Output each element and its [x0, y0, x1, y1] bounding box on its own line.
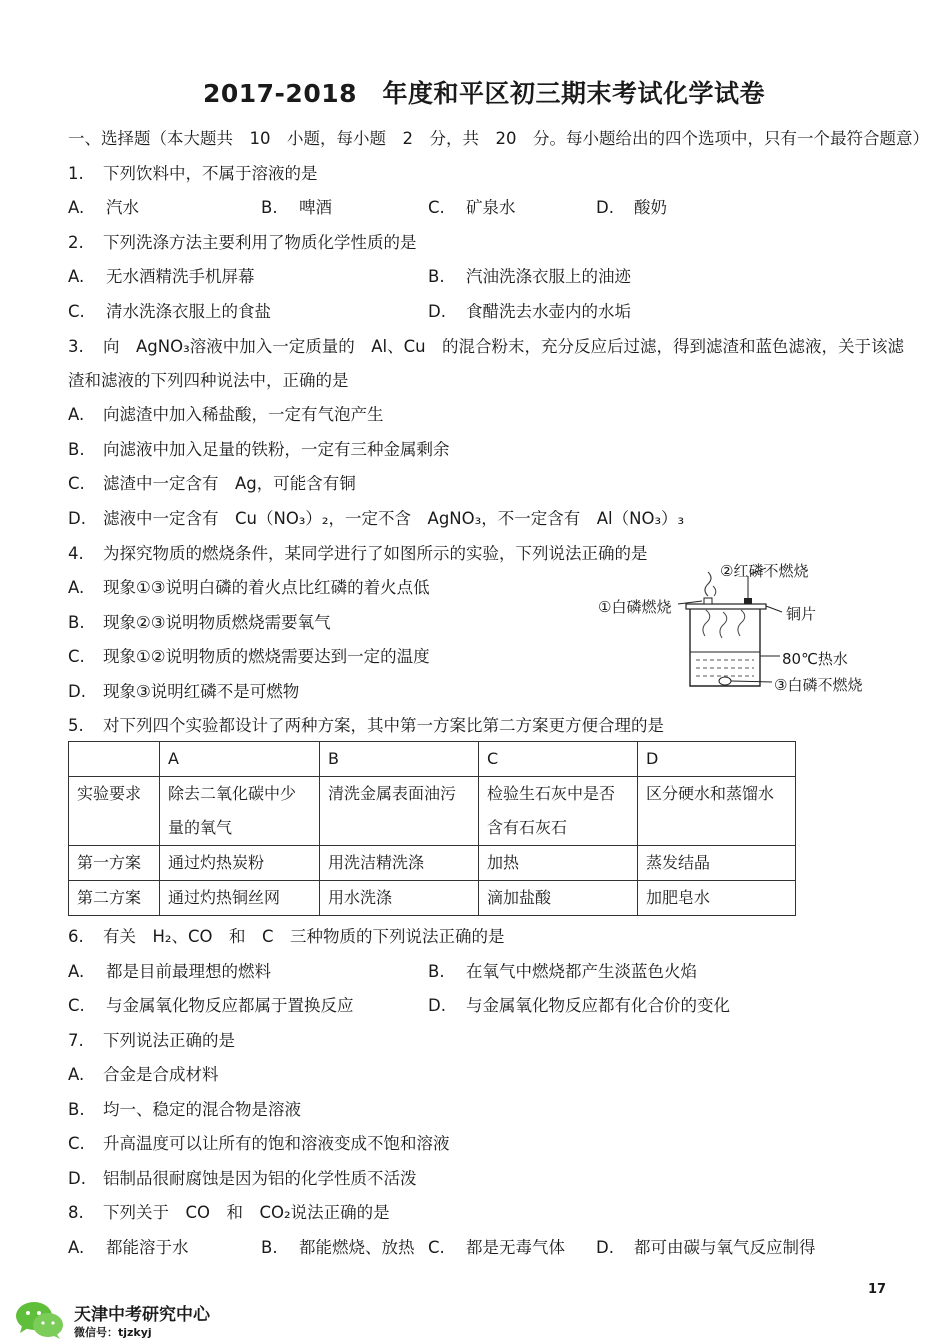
table-cell: 通过灼热炭粉	[160, 846, 320, 881]
q6-option-b: B. 在氧气中燃烧都产生淡蓝色火焰	[428, 962, 697, 981]
q8-option-c: C. 都是无毒气体	[428, 1238, 565, 1257]
table-row	[69, 846, 796, 881]
q1-option-b: B. 啤酒	[261, 198, 332, 217]
page-number: 17	[868, 1282, 887, 1297]
q7-option-a: A. 合金是合成材料	[68, 1065, 219, 1084]
q5-table	[68, 741, 796, 916]
table-cell: 检验生石灰中是否 含有石灰石	[479, 777, 638, 846]
figure-label-white-phosphorus-no-burn: ③白磷不燃烧	[774, 676, 863, 694]
q1-option-d: D. 酸奶	[596, 198, 667, 217]
q8-option-d: D. 都可由碳与氧气反应制得	[596, 1238, 816, 1257]
table-header-row	[69, 742, 796, 777]
q1-stem: 1. 下列饮料中，不属于溶液的是	[68, 164, 318, 183]
q8-option-b: B. 都能燃烧、放热	[261, 1238, 415, 1257]
q2-option-d: D. 食醋洗去水壶内的水垢	[428, 302, 631, 321]
table-cell	[69, 742, 160, 777]
table-row	[69, 777, 796, 846]
q3-stem-cont: 渣和滤液的下列四种说法中，正确的是	[68, 371, 349, 390]
q4-option-b: B. 现象②③说明物质燃烧需要氧气	[68, 613, 331, 632]
q6-stem: 6. 有关 H₂、CO 和 C 三种物质的下列说法正确的是	[68, 927, 505, 946]
table-cell: 第一方案	[69, 846, 160, 881]
q7-option-d: D. 铝制品很耐腐蚀是因为铝的化学性质不活泼	[68, 1169, 417, 1188]
q4-option-c: C. 现象①②说明物质的燃烧需要达到一定的温度	[68, 647, 430, 666]
q2-stem: 2. 下列洗涤方法主要利用了物质化学性质的是	[68, 233, 417, 252]
q8-stem: 8. 下列关于 CO 和 CO₂说法正确的是	[68, 1203, 390, 1222]
q4-stem: 4. 为探究物质的燃烧条件，某同学进行了如图所示的实验，下列说法正确的是	[68, 544, 648, 563]
table-cell: 第二方案	[69, 881, 160, 916]
table-cell: 加肥皂水	[638, 881, 796, 916]
q2-option-a: A. 无水酒精洗手机屏幕	[68, 267, 255, 286]
figure-label-red-phosphorus: ②红磷不燃烧	[720, 562, 809, 580]
q7-option-b: B. 均一、稳定的混合物是溶液	[68, 1100, 301, 1119]
page-title: 2017-2018 年度和平区初三期末考试化学试卷	[202, 79, 766, 108]
figure-label-hot-water: 80℃热水	[782, 650, 848, 668]
table-cell: 清洗金属表面油污	[320, 777, 479, 846]
table-cell: 除去二氧化碳中少 量的氧气	[160, 777, 320, 846]
table-cell: 区分硬水和蒸馏水	[638, 777, 796, 846]
figure-label-copper-plate: 铜片	[786, 605, 817, 623]
q1-option-a: A. 汽水	[68, 198, 139, 217]
q7-option-c: C. 升高温度可以让所有的饱和溶液变成不饱和溶液	[68, 1134, 450, 1153]
wechat-logo-icon	[14, 1300, 66, 1340]
table-cell: 蒸发结晶	[638, 846, 796, 881]
table-cell: 用水洗涤	[320, 881, 479, 916]
q6-option-a: A. 都是目前最理想的燃料	[68, 962, 271, 981]
table-row	[69, 881, 796, 916]
figure-label-white-phosphorus-burns: ①白磷燃烧	[598, 598, 672, 616]
table-cell: 通过灼热铜丝网	[160, 881, 320, 916]
table-cell: 加热	[479, 846, 638, 881]
q6-option-d: D. 与金属氧化物反应都有化合价的变化	[428, 996, 730, 1015]
footer-wechat-id: 微信号：tjzkyj	[74, 1326, 152, 1339]
q8-option-a: A. 都能溶于水	[68, 1238, 189, 1257]
q3-option-d: D. 滤液中一定含有 Cu（NO₃）₂，一定不含 AgNO₃，不一定含有 Al（NO₃）₃	[68, 509, 685, 528]
footer-brand: 天津中考研究中心	[74, 1305, 210, 1325]
q4-option-d: D. 现象③说明红磷不是可燃物	[68, 682, 300, 701]
q6-option-c: C. 与金属氧化物反应都属于置换反应	[68, 996, 354, 1015]
q7-stem: 7. 下列说法正确的是	[68, 1031, 235, 1050]
q4-option-a: A. 现象①③说明白磷的着火点比红磷的着火点低	[68, 578, 430, 597]
table-cell: A	[160, 742, 320, 777]
q2-option-c: C. 清水洗涤衣服上的食盐	[68, 302, 271, 321]
table-cell: 实验要求	[69, 777, 160, 846]
q3-stem: 3. 向 AgNO₃溶液中加入一定质量的 Al、Cu 的混合粉末，充分反应后过滤，得到滤渣和蓝色滤液，关于该滤	[68, 337, 905, 356]
section-heading: 一、选择题（本大题共 10 小题，每小题 2 分，共 20 分。每小题给出的四个选项中，只有一个最符合题意）	[68, 129, 929, 148]
q5-stem: 5. 对下列四个实验都设计了两种方案，其中第一方案比第二方案更方便合理的是	[68, 716, 664, 735]
q3-option-b: B. 向滤液中加入足量的铁粉，一定有三种金属剩余	[68, 440, 450, 459]
q3-option-a: A. 向滤渣中加入稀盐酸，一定有气泡产生	[68, 405, 384, 424]
table-cell: D	[638, 742, 796, 777]
table-cell: B	[320, 742, 479, 777]
table-cell: 滴加盐酸	[479, 881, 638, 916]
table-cell: C	[479, 742, 638, 777]
q1-option-c: C. 矿泉水	[428, 198, 516, 217]
q3-option-c: C. 滤渣中一定含有 Ag，可能含有铜	[68, 474, 356, 493]
q2-option-b: B. 汽油洗涤衣服上的油迹	[428, 267, 631, 286]
table-cell: 用洗洁精洗涤	[320, 846, 479, 881]
